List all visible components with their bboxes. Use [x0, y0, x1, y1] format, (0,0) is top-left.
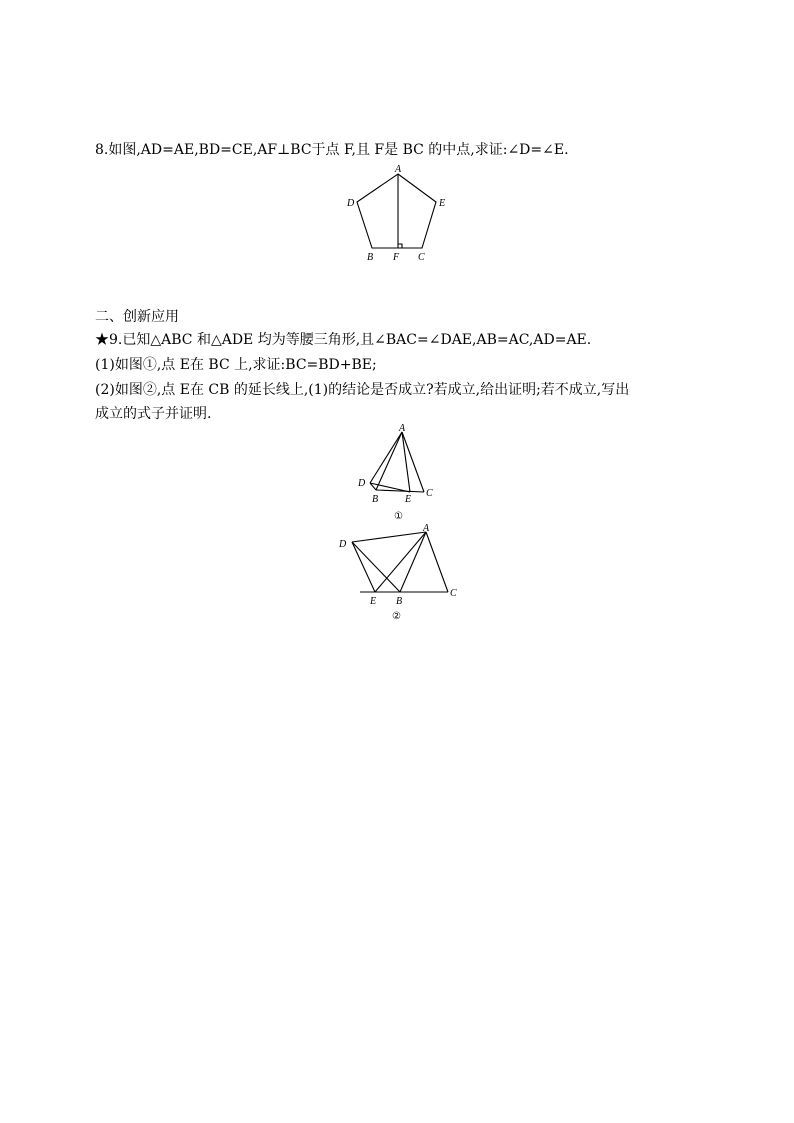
label-B: B — [372, 494, 379, 505]
label-F: F — [393, 252, 400, 263]
problem-9-stem: ★9.已知△ABC 和△ADE 均为等腰三角形,且∠BAC=∠DAE,AB=AC,AD=AE. — [95, 332, 592, 348]
label-E: E — [370, 596, 377, 607]
segment-DE — [352, 542, 375, 592]
figure-9-2 — [330, 520, 470, 630]
segment-DA — [352, 532, 426, 542]
label-E: E — [439, 198, 446, 209]
label-A: A — [423, 523, 430, 534]
right-angle-mark — [398, 244, 402, 248]
segment-AE — [375, 532, 426, 592]
segment-AB — [400, 532, 426, 592]
label-D: D — [347, 198, 355, 209]
label-A: A — [395, 164, 402, 175]
label-C: C — [426, 488, 433, 499]
figure-8-pentagon — [340, 160, 460, 270]
segment-AD — [370, 432, 402, 483]
problem-8-text: 8.如图,AD=AE,BD=CE,AF⊥BC于点 F,且 F是 BC 的中点,求证:∠D=∠E. — [95, 142, 569, 158]
label-A: A — [399, 423, 406, 434]
segment-AC — [426, 532, 448, 592]
caption-2: ② — [392, 611, 401, 622]
label-D: D — [358, 478, 366, 489]
label-C: C — [450, 588, 457, 599]
segment-AB — [376, 432, 402, 490]
segment-AC — [402, 432, 424, 492]
label-E: E — [405, 494, 412, 505]
label-B: B — [396, 596, 403, 607]
problem-9-part-1: (1)如图①,点 E在 BC 上,求证:BC=BD+BE; — [95, 357, 377, 373]
label-D: D — [339, 539, 347, 550]
pentagon-outline — [357, 174, 436, 248]
problem-9-part-2-line-1: (2)如图②,点 E在 CB 的延长线上,(1)的结论是否成立?若成立,给出证明;若不成立,写出 — [95, 382, 630, 398]
caption-1: ① — [394, 511, 403, 522]
label-B: B — [367, 252, 374, 263]
figure-9-1 — [350, 420, 450, 525]
segment-AE — [402, 432, 410, 492]
segment-DB — [352, 542, 400, 592]
label-C: C — [418, 252, 425, 263]
problem-9-part-2-line-2: 成立的式子并证明. — [95, 406, 212, 422]
section-title: 二、创新应用 — [95, 309, 179, 325]
